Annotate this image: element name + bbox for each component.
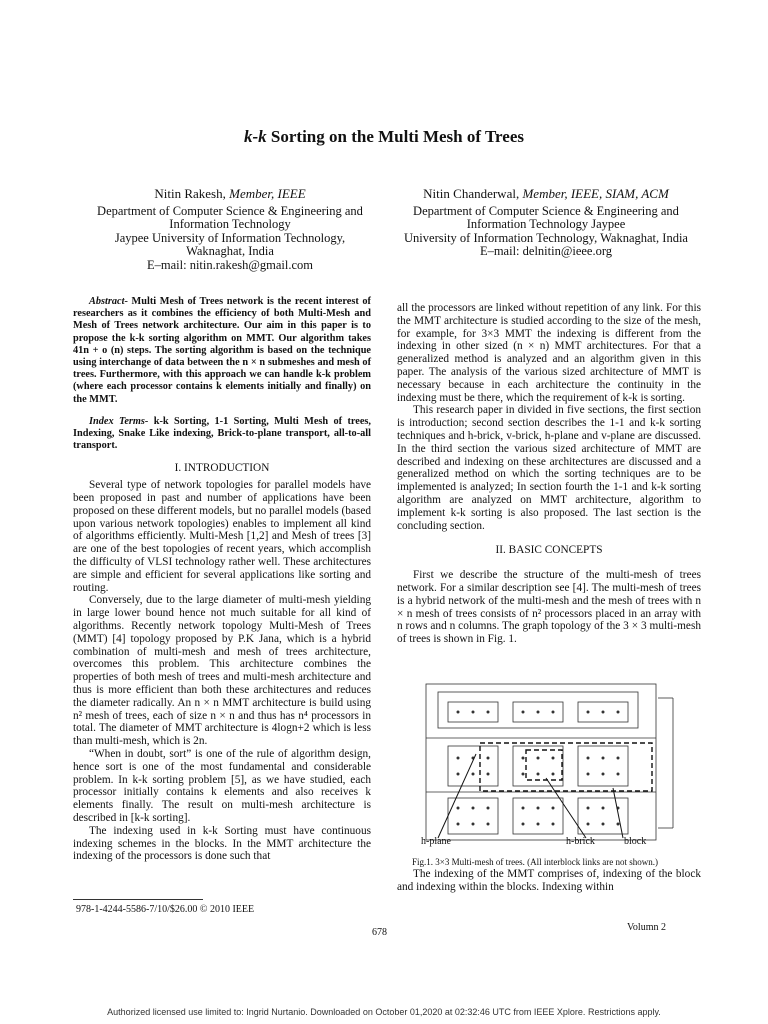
- footnote-copyright: 978-1-4244-5586-7/10/$26.00 © 2010 IEEE: [76, 904, 255, 915]
- section-heading-basic-concepts: II. BASIC CONCEPTS: [495, 544, 603, 557]
- right-paragraph-2: This research paper in divided in five sections, the first section is introduction; second section describes the 1-1 and k-k sorting techniques and h-brick, v-brick, h-plane and v-plane are discussed. In the third section the various sized architecture of MMT are described and indexing on these architectures are discussed and a generalized method on which the sorting techniques are to be implemented is analyzed; In section fourth the 1-1 and k-k sorting algorithm are analyzed on MMT architecture, algorithm to implement k-k sorting is also proposed. The last section is the concluding section.: [397, 404, 701, 532]
- paper-title: k-k Sorting on the Multi Mesh of Trees: [243, 127, 525, 146]
- author-block-2: Nitin Chanderwal, Member, IEEE, SIAM, ACM Department of Computer Science & Engineering and Information Technology Jaypee University of Information Technology, Waknaghat, India E–mail: delnitin@ieee.org: [404, 186, 688, 258]
- right-column: [397, 302, 701, 646]
- index-terms: Index Terms- k-k Sorting, 1-1 Sorting, Multi Mesh of trees, Indexing, Snake Like indexing, Brick-to-plane transport, all-to-all transport.: [73, 415, 371, 452]
- figure-label-hbrick: h-brick: [566, 836, 595, 847]
- basic-paragraph-2-block: [397, 868, 701, 894]
- left-column: [73, 296, 371, 863]
- figure-mmt: [418, 678, 688, 853]
- figure-label-block: block: [624, 836, 647, 847]
- basic-paragraph-1: First we describe the structure of the multi-mesh of trees network. For a similar description see [4]. The multi-mesh of trees is a hybrid network of the multi-mesh and the mesh of trees with n × n mesh of trees consists of n² processors placed in an array with n rows and n columns. The graph topology of the 3 × 3 multi-mesh of trees is shown in Fig. 1.: [397, 569, 701, 646]
- abstract: Abstract- Multi Mesh of Trees network is the recent interest of researchers as it combines the efficiency of both Multi-Mesh and Mesh of Trees network architecture. Our aim in this paper is to propose the k-k sorting algorithm on MMT. Our algorithm takes 41n + o (n) steps. The sorting algorithm is based on the technique using interchange of data between the n × n submeshes and mesh of trees. Furthermore, with this approach we can handle k-k problem (where each processor contains k elements initially and finally) on the MMT.: [73, 296, 371, 405]
- author-block-1: Nitin Rakesh, Member, IEEE Department of Computer Science & Engineering and Information Technology Jaypee University of Information Technology, Waknaghat, India E–mail: nitin.rakesh@gmail.com: [97, 186, 363, 272]
- license-notice: Authorized licensed use limited to: Ingrid Nurtanio. Downloaded on October 01,2020 at 02:32:46 UTC from IEEE Xplore. Restrictions apply.: [107, 1007, 661, 1017]
- section-heading-introduction: I. INTRODUCTION: [174, 462, 270, 475]
- footnote-rule: [73, 899, 203, 900]
- page-number: 678: [372, 927, 387, 938]
- intro-paragraph-1: Several type of network topologies for parallel models have been proposed in past and number of applications have been proposed on these different models, but no parallel models (based upon various network topologies) enables to implement all kind of algorithms efficiently. Multi-Mesh [1,2] and Mesh of trees [3] are one of the best topologies of recent years, which accomplish the difficulty of VLSI technology rather well. These architectures are simple and efficient for several applications like sorting and routing.: [73, 479, 371, 594]
- figure-caption: Fig.1. 3×3 Multi-mesh of trees. (All interblock links are not shown.): [412, 857, 659, 867]
- basic-paragraph-2: The indexing of the MMT comprises of, indexing of the block and indexing within the blocks. Indexing within: [397, 868, 701, 893]
- intro-paragraph-3: “When in doubt, sort” is one of the rule of algorithm design, hence sort is one of the most fundamental and considerable problem. In k-k sorting problem [5], as we have studied, each processor initially contains k elements and also receives k elements finally. The result on multi-mesh architecture is described in [k-k sorting].: [73, 747, 371, 824]
- mmt-diagram: [418, 678, 688, 853]
- intro-paragraph-2: Conversely, due to the large diameter of multi-mesh yielding in large lower bound hence not much suitable for all kind of algorithms. Recently network topology Multi-Mesh of Trees (MMT) [4] topology proposed by P.K Jana, which is a hybrid combination of multi-mesh and mesh of trees architecture, overcomes this problem. This architecture combines the properties of both mesh of trees and multi-mesh architecture and thus is more efficient than both these architectures and reduces the diameter radically. An n × n MMT architecture is build using n² mesh of trees, each of size n × n and thus has n⁴ processors in total. The diameter of MMT architecture is 4logn+2 which is less than multi-mesh, which is 2n.: [73, 594, 371, 748]
- volume-label: Volumn 2: [627, 922, 666, 933]
- figure-label-hplane: h-plane: [421, 836, 451, 847]
- intro-paragraph-4: The indexing used in k-k Sorting must have continuous indexing schemes in the blocks. In the MMT architecture the indexing of the processors is done such that: [73, 824, 371, 863]
- right-paragraph-1: all the processors are linked without repetition of any link. For this the MMT architecture is studied according to the size of the mesh, for example, for 3×3 MMT the indexing is different from the indexing in other sized (n × n) MMT architectures. For that a generalized method is analyzed and an algorithm given in this paper. The analysis of the various sized architecture of MMT is necessary because in each architecture the continuity in the indexing must be there, which the requirement of k-k is sorting.: [397, 302, 701, 404]
